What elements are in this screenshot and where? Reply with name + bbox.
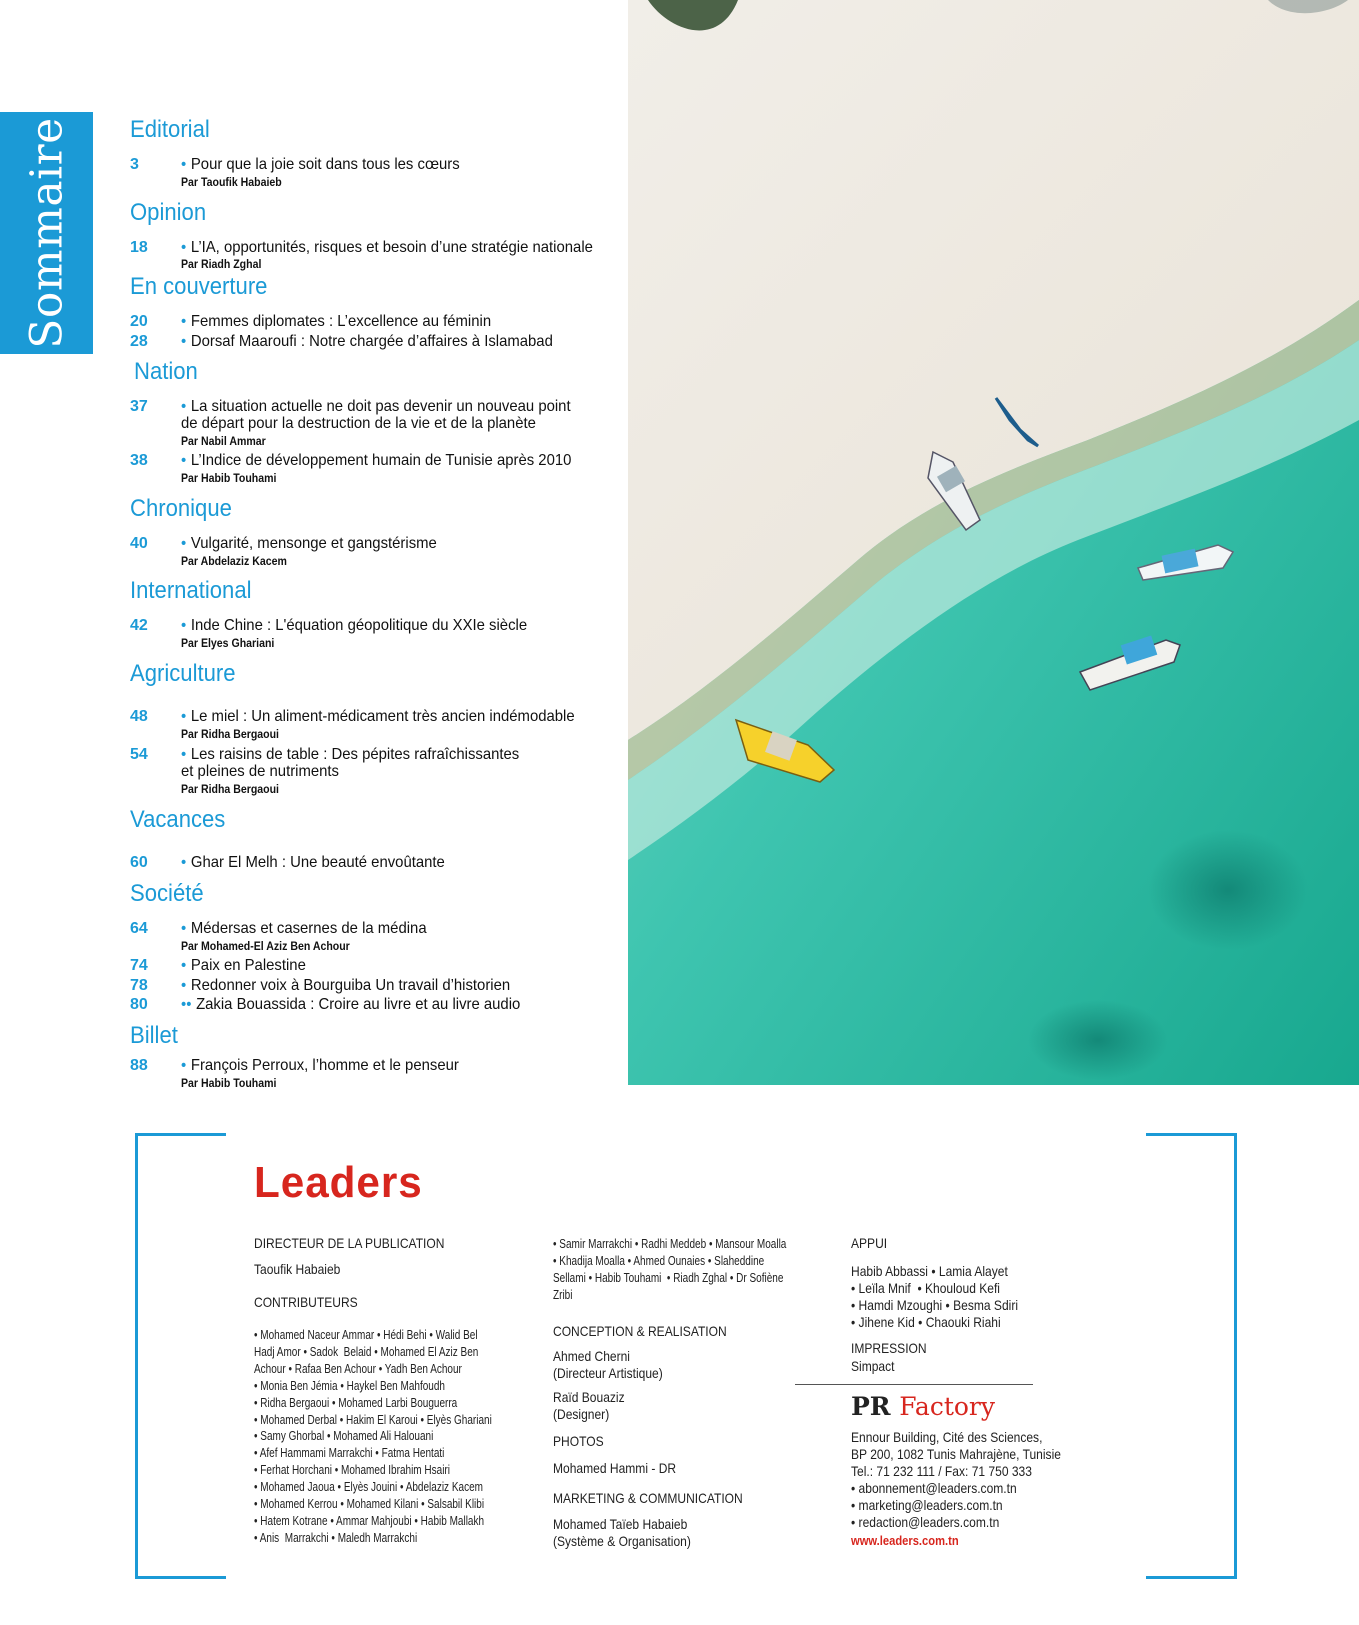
- page-number: 88: [130, 1057, 148, 1074]
- divider: [795, 1384, 1033, 1385]
- section-agriculture: Agriculture: [130, 660, 236, 687]
- sommaire-label: Sommaire: [21, 117, 72, 349]
- toc-item-continued: et pleines de nutriments: [181, 763, 339, 780]
- toc-item-title: L’IA, opportunités, risques et besoin d’une stratégie nationale: [190, 239, 593, 256]
- section-societe: Société: [130, 880, 204, 907]
- conception-names-2: Raïd Bouaziz (Designer): [553, 1389, 625, 1422]
- contributors-list: • Mohamed Naceur Ammar • Hédi Behi • Walid Bel Hadj Amor • Sadok Belaid • Mohamed El Aziz Ben Achour • Rafaa Ben Achour • Yadh Ben Achour • Monia Ben Jémia • Haykel Ben Mahfoudh • Ridha Bergaoui • Mohamed Larbi Bouguerra • Mohamed Derbal • Hakim El Karoui • Elyès Ghariani • Samy Ghorbal • Mohamed Ali Halouani • Afef Hammami Marrakchi • Fatma Hentati • Ferhat Horchani • Mohamed Ibrahim Hsairi • Mohamed Jaoua • Elyès Jouini • Abdelaziz Kacem • Mohamed Kerrou • Mohamed Kilani • Salsabil Klibi • Hatem Kotrane • Ammar Mahjoubi • Habib Mallakh • Anis Marrakchi • Maledh Marrakchi: [254, 1328, 492, 1545]
- toc-item-title: Redonner voix à Bourguiba Un travail d’historien: [190, 977, 511, 994]
- section-opinion: Opinion: [130, 199, 207, 226]
- toc-item[interactable]: • Ghar El Melh : Une beauté envoûtante: [181, 854, 445, 871]
- contributors-label: CONTRIBUTEURS: [254, 1294, 358, 1310]
- section-en-couverture: En couverture: [130, 273, 268, 300]
- address-block: Ennour Building, Cité des Sciences, BP 200, 1082 Tunis Mahrajène, Tunisie Tel.: 71 232 111 / Fax: 71 750 333 • abonnement@leaders.com.tn • marketing@leaders.com.tn • redaction@leaders.com.tn: [851, 1429, 1061, 1530]
- toc-author: Par Mohamed-El Aziz Ben Achour: [181, 939, 350, 953]
- bracket-left: [135, 1133, 226, 1579]
- toc-item[interactable]: • Vulgarité, mensonge et gangstérisme: [181, 535, 437, 552]
- marketing-label: MARKETING & COMMUNICATION: [553, 1490, 743, 1506]
- website-link[interactable]: www.leaders.com.tn: [851, 1533, 959, 1548]
- leaders-logo: Leaders: [254, 1158, 423, 1207]
- page-number: 74: [130, 957, 148, 974]
- toc-item[interactable]: • L’IA, opportunités, risques et besoin d’une stratégie nationale: [181, 239, 593, 256]
- page-number: 40: [130, 535, 148, 552]
- toc-item[interactable]: • L’Indice de développement humain de Tunisie après 2010: [181, 452, 572, 469]
- page-number: 78: [130, 977, 148, 994]
- toc-item-title: Dorsaf Maaroufi : Notre chargée d’affaires à Islamabad: [190, 333, 553, 350]
- toc-author: Par Ridha Bergaoui: [181, 727, 279, 741]
- toc-item[interactable]: • François Perroux, l’homme et le penseur: [181, 1057, 459, 1074]
- impression-label: IMPRESSION: [851, 1340, 927, 1356]
- toc-item-title: L’Indice de développement humain de Tunisie après 2010: [190, 452, 572, 469]
- toc-item-title: Inde Chine : L'équation géopolitique du XXIe siècle: [190, 617, 528, 634]
- bracket-right: [1146, 1133, 1237, 1579]
- page-number: 28: [130, 333, 148, 350]
- impression-name: Simpact: [851, 1358, 895, 1374]
- toc-item[interactable]: • Redonner voix à Bourguiba Un travail d’historien: [181, 977, 511, 994]
- toc-item-title: Zakia Bouassida : Croire au livre et au livre audio: [196, 996, 521, 1013]
- toc-item[interactable]: • Les raisins de table : Des pépites rafraîchissantes: [181, 746, 520, 763]
- director-label: DIRECTEUR DE LA PUBLICATION: [254, 1235, 445, 1251]
- conception-label: CONCEPTION & REALISATION: [553, 1323, 727, 1339]
- toc-item-title: La situation actuelle ne doit pas devenir un nouveau point: [190, 398, 571, 415]
- sommaire-tab: [0, 112, 93, 354]
- section-editorial: Editorial: [130, 116, 210, 143]
- toc-item-title: Médersas et casernes de la médina: [190, 920, 427, 937]
- toc-author: Par Taoufik Habaieb: [181, 175, 282, 189]
- toc-author: Par Ridha Bergaoui: [181, 782, 279, 796]
- pr-factory-logo-factory: Factory: [899, 1392, 996, 1421]
- page-number: 80: [130, 996, 148, 1013]
- toc-item-title: Pour que la joie soit dans tous les cœurs: [190, 156, 460, 173]
- toc-item[interactable]: • Paix en Palestine: [181, 957, 306, 974]
- toc-item[interactable]: • Femmes diplomates : L’excellence au féminin: [181, 313, 492, 330]
- page-number: 20: [130, 313, 148, 330]
- pr-factory-logo: [851, 1392, 995, 1421]
- toc-item-title: Vulgarité, mensonge et gangstérisme: [190, 535, 437, 552]
- page-number: 18: [130, 239, 148, 256]
- toc-item[interactable]: • Le miel : Un aliment-médicament très ancien indémodable: [181, 708, 575, 725]
- appui-names: Habib Abbassi • Lamia Alayet • Leïla Mnif • Khouloud Kefi • Hamdi Mzoughi • Besma Sdiri • Jihene Kid • Chaouki Riahi: [851, 1263, 1019, 1330]
- page-number: 64: [130, 920, 148, 937]
- toc-author: Par Riadh Zghal: [181, 257, 262, 271]
- pr-factory-logo-pr: PR: [851, 1392, 900, 1421]
- page-number: 3: [130, 156, 139, 173]
- section-chronique: Chronique: [130, 495, 232, 522]
- page-number: 37: [130, 398, 148, 415]
- toc-item-title: Les raisins de table : Des pépites rafraîchissantes: [190, 746, 520, 763]
- section-vacances: Vacances: [130, 806, 226, 833]
- toc-item[interactable]: • La situation actuelle ne doit pas devenir un nouveau point: [181, 398, 571, 415]
- toc-item[interactable]: • Pour que la joie soit dans tous les cœurs: [181, 156, 460, 173]
- conception-names: Ahmed Cherni (Directeur Artistique): [553, 1348, 663, 1381]
- appui-label: APPUI: [851, 1235, 888, 1251]
- beach-boats-illustration: [628, 0, 1359, 1085]
- toc-item-title: Paix en Palestine: [190, 957, 306, 974]
- toc-author: Par Elyes Ghariani: [181, 636, 275, 650]
- page-number: 48: [130, 708, 148, 725]
- photos-credit: Mohamed Hammi - DR: [553, 1460, 677, 1476]
- toc-item-continued: de départ pour la destruction de la vie et de la planète: [181, 415, 536, 432]
- section-billet: Billet: [130, 1022, 178, 1049]
- page-number: 42: [130, 617, 148, 634]
- toc-item[interactable]: •• Zakia Bouassida : Croire au livre et au livre audio: [181, 996, 521, 1013]
- toc-item-title: Femmes diplomates : L’excellence au féminin: [190, 313, 492, 330]
- toc-author: Par Habib Touhami: [181, 471, 277, 485]
- toc-item[interactable]: • Dorsaf Maaroufi : Notre chargée d’affaires à Islamabad: [181, 333, 553, 350]
- marketing-names: Mohamed Taïeb Habaieb (Système & Organisation): [553, 1516, 691, 1549]
- contributors-list-continued: • Samir Marrakchi • Radhi Meddeb • Mansour Moalla • Khadija Moalla • Ahmed Ounaies • Slaheddine Sellami • Habib Touhami • Riadh Zghal • Dr Sofiène Zribi: [553, 1237, 787, 1302]
- page-number: 38: [130, 452, 148, 469]
- toc-author: Par Habib Touhami: [181, 1076, 277, 1090]
- aerial-beach-photo: [628, 0, 1359, 1085]
- section-nation: Nation: [134, 358, 198, 385]
- toc-item-title: François Perroux, l’homme et le penseur: [190, 1057, 459, 1074]
- toc-item[interactable]: • Médersas et casernes de la médina: [181, 920, 427, 937]
- toc-item-title: Ghar El Melh : Une beauté envoûtante: [190, 854, 445, 871]
- photos-label: PHOTOS: [553, 1433, 604, 1449]
- page-number: 60: [130, 854, 148, 871]
- toc-item[interactable]: • Inde Chine : L'équation géopolitique du XXIe siècle: [181, 617, 528, 634]
- toc-author: Par Abdelaziz Kacem: [181, 554, 287, 568]
- page-number: 54: [130, 746, 148, 763]
- director-name: Taoufik Habaieb: [254, 1261, 341, 1277]
- section-international: International: [130, 577, 252, 604]
- toc-item-title: Le miel : Un aliment-médicament très ancien indémodable: [190, 708, 575, 725]
- toc-author: Par Nabil Ammar: [181, 434, 266, 448]
